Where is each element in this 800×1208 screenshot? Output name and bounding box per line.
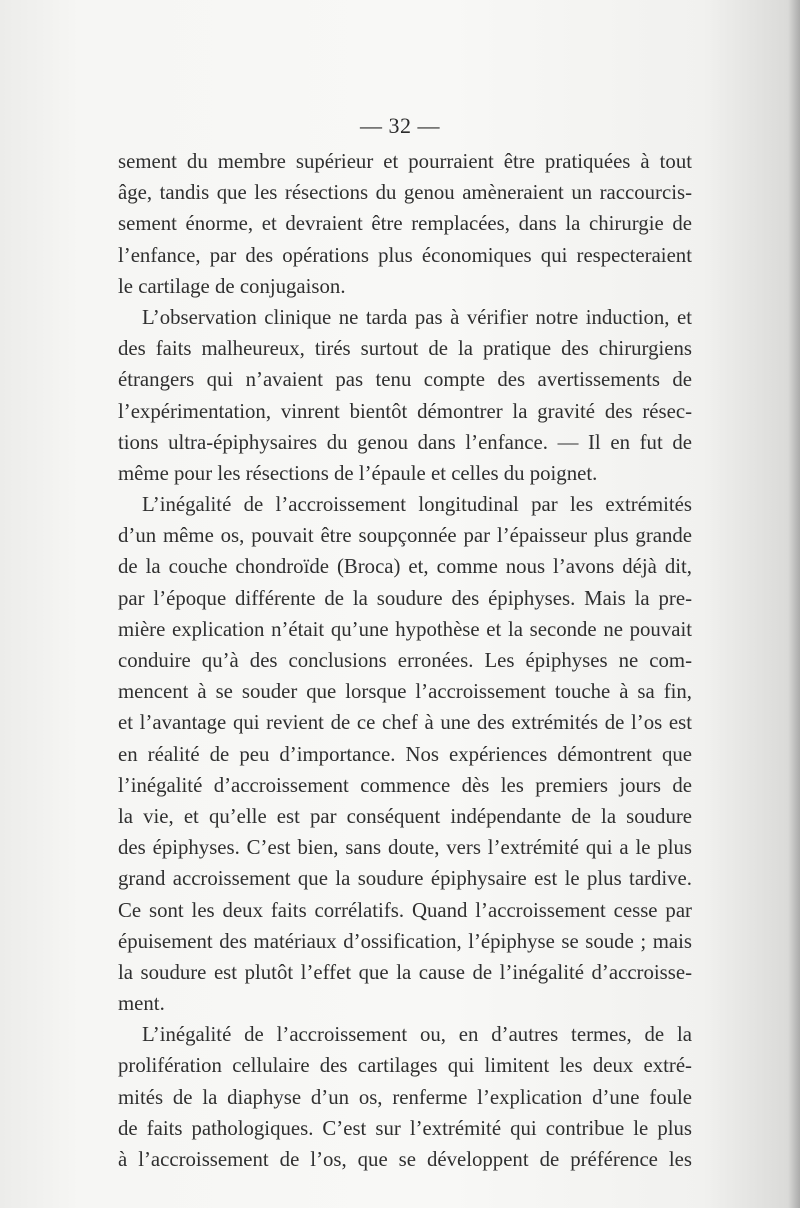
text-line: mière explication n’était qu’une hypothèse et la seconde ne pouvait (118, 617, 692, 641)
text-line: L’observation clinique ne tarda pas à vérifier notre induction, et (142, 305, 692, 329)
text-line: l’enfance, par des opérations plus économiques qui respecteraient (118, 243, 692, 267)
text-line: de la couche chondroïde (Broca) et, comme nous l’avons déjà dit, (118, 555, 692, 579)
text-line: la vie, et qu’elle est par conséquent indépendante de la soudure (118, 804, 692, 828)
text-line: sement énorme, et devraient être remplacées, dans la chirurgie de (118, 212, 692, 236)
text-line: étrangers qui n’avaient pas tenu compte des avertissements de (118, 368, 692, 392)
text-line: L’inégalité de l’accroissement ou, en d’autres termes, de la (142, 1023, 692, 1047)
text-line: âge, tandis que les résections du genou amèneraient un raccourcis- (118, 181, 692, 205)
text-line: le cartilage de conjugaison. (118, 274, 346, 298)
text-line: sement du membre supérieur et pourraient être pratiquées à tout (118, 150, 692, 173)
text-line: par l’époque différente de la soudure des épiphyses. Mais la pre- (118, 586, 692, 610)
text-line: prolifération cellulaire des cartilages qui limitent les deux extré- (118, 1054, 692, 1078)
text-line: l’inégalité d’accroissement commence dès les premiers jours de (118, 773, 692, 797)
text-line: mités de la diaphyse d’un os, renferme l’explication d’une foule (118, 1085, 692, 1109)
text-line: grand accroissement que la soudure épiphysaire est le plus tardive. (118, 867, 692, 891)
text-line: des faits malheureux, tirés surtout de la pratique des chirurgiens (118, 337, 692, 361)
text-line: épuisement des matériaux d’ossification, l’épiphyse se soude ; mais (118, 929, 692, 953)
text-line: conduire qu’à des conclusions erronées. Les épiphyses ne com- (118, 649, 692, 672)
text-line: en réalité de peu d’importance. Nos expériences démontrent que (118, 742, 692, 766)
text-line: ment. (118, 992, 165, 1016)
text-line: la soudure est plutôt l’effet que la cause de l’inégalité d’accroisse- (118, 960, 692, 984)
text-line: l’expérimentation, vinrent bientôt démontrer la gravité des résec- (118, 399, 692, 423)
body-text (118, 146, 692, 1175)
text-line: mencent à se souder que lorsque l’accroissement touche à sa fin, (118, 680, 692, 704)
text-line: même pour les résections de l’épaule et celles du poignet. (118, 461, 598, 485)
text-line: d’un même os, pouvait être soupçonnée par l’épaisseur plus grande (118, 524, 692, 548)
text-line: et l’avantage qui revient de ce chef à une des extrémités de l’os est (118, 711, 692, 735)
text-line: de faits pathologiques. C’est sur l’extrémité qui contribue le plus (118, 1116, 692, 1140)
text-line: tions ultra-épiphysaires du genou dans l’enfance. — Il en fut de (118, 430, 692, 454)
text-line: Ce sont les deux faits corrélatifs. Quand l’accroissement cesse par (118, 898, 692, 922)
page-edge-shadow (788, 0, 800, 1208)
text-line: à l’accroissement de l’os, que se développent de préférence les (118, 1148, 692, 1171)
page-number: — 32 — (360, 113, 440, 138)
text-line: des épiphyses. C’est bien, sans doute, vers l’extrémité qui a le plus (118, 836, 692, 860)
text-line: L’inégalité de l’accroissement longitudinal par les extrémités (142, 493, 692, 517)
